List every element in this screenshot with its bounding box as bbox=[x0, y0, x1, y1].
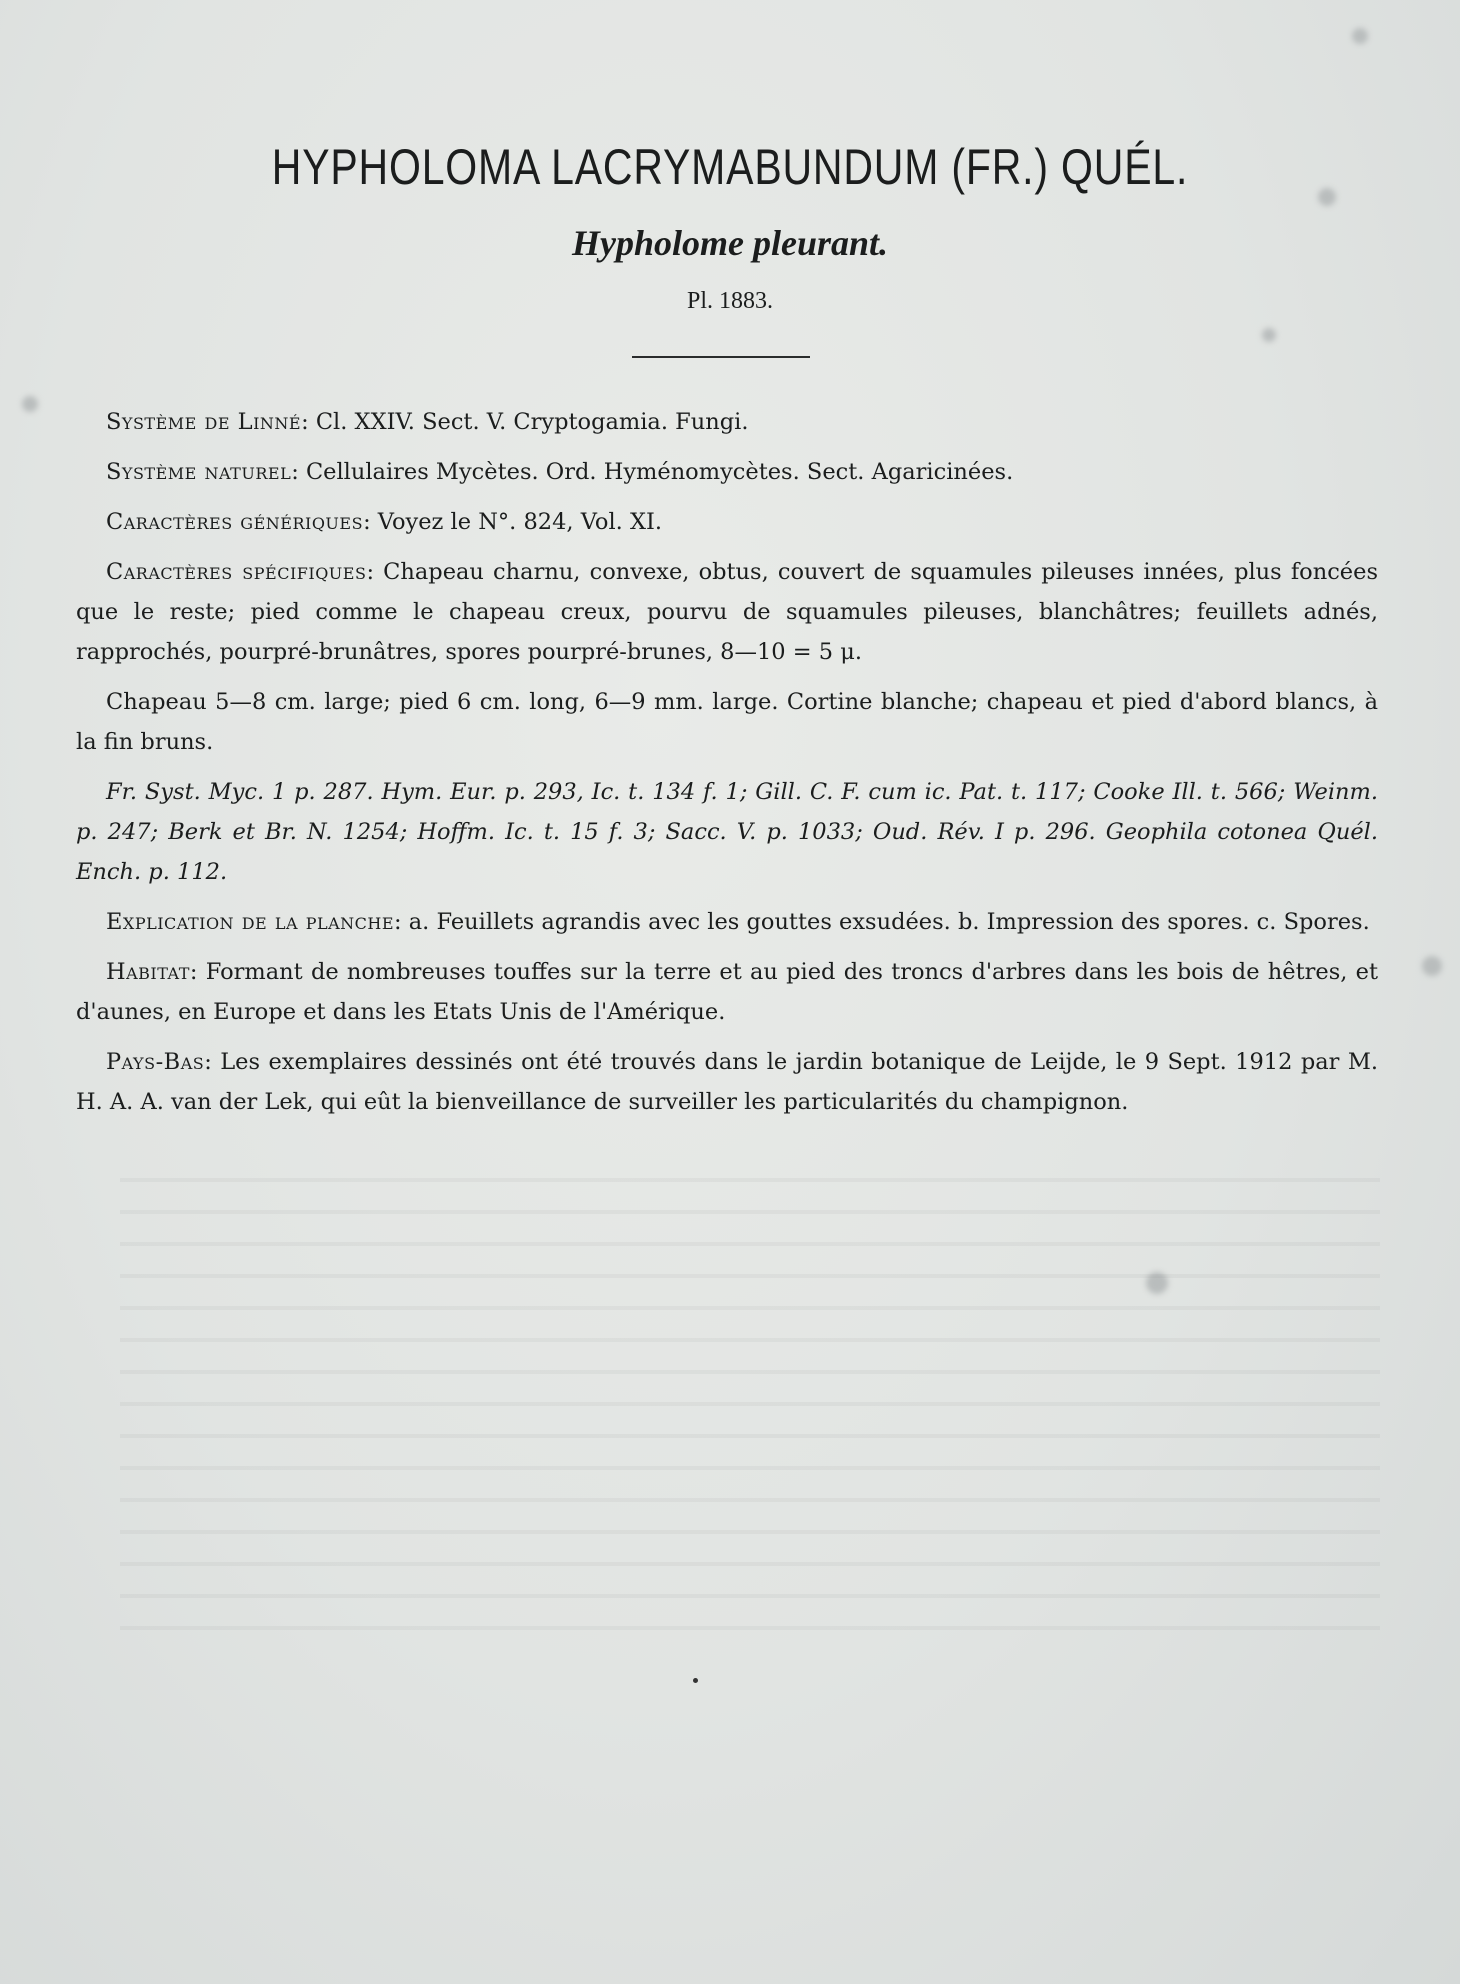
section-label: Caractères génériques bbox=[106, 509, 364, 535]
section-text: Formant de nombreuses touffes sur la terre et au pied des troncs d'arbres dans les bois de hêtres, et d'aunes, en Europe et dans les Etats Unis de l'Amérique. bbox=[76, 959, 1378, 1025]
paragraph-references bbox=[76, 772, 1378, 892]
paragraph-naturel bbox=[76, 452, 1378, 492]
description-body bbox=[76, 402, 1378, 1132]
section-label: Système naturel bbox=[106, 459, 292, 485]
section-label: Habitat bbox=[106, 959, 190, 985]
section-text: Chapeau charnu, convexe, obtus, couvert de squamules pileuses innées, plus foncées que le reste; pied comme le chapeau creux, pourvu de squamules pileuses, blanchâtres; feuillets adnés, rapprochés, pourpré-brunâtres, spores pourpré-brunes, 8—10 = 5 μ. bbox=[76, 559, 1378, 665]
section-label: Caractères spécifiques bbox=[106, 559, 367, 585]
paragraph-dimensions bbox=[76, 682, 1378, 762]
paragraph-linne bbox=[76, 402, 1378, 442]
label-separator: : bbox=[301, 409, 316, 435]
citation-text: Fr. Syst. Myc. 1 p. 287. Hym. Eur. p. 293, Ic. t. 134 f. 1; Gill. C. F. cum ic. Pat. t. 117; Cooke Ill. t. 566; Weinm. p. 247; Berk et Br. N. 1254; Hoffm. Ic. t. 15 f. 3; Sacc. V. p. 1033; Oud. Rév. I p. 296. Geophila cotonea Quél. Ench. p. 112. bbox=[76, 779, 1378, 885]
label-separator: : bbox=[366, 559, 384, 585]
section-text: Cellulaires Mycètes. Ord. Hyménomycètes. Sect. Agaricinées. bbox=[305, 459, 1014, 485]
paper-speck bbox=[1262, 328, 1276, 342]
paper-speck bbox=[22, 396, 38, 412]
section-label: Explication de la planche bbox=[106, 909, 395, 935]
section-text: a. Feuillets agrandis avec les gouttes exsudées. b. Impression des spores. c. Spores. bbox=[408, 909, 1370, 935]
label-separator: : bbox=[394, 909, 409, 935]
label-separator: : bbox=[189, 959, 206, 985]
label-separator: : bbox=[363, 509, 378, 535]
section-text: Chapeau 5—8 cm. large; pied 6 cm. long, 6—9 mm. large. Cortine blanche; chapeau et pied d'abord blancs, à la fin bruns. bbox=[76, 689, 1378, 755]
paper-speck bbox=[1352, 28, 1368, 44]
ink-dot bbox=[693, 1678, 698, 1683]
section-label: Pays-Bas bbox=[106, 1049, 205, 1075]
section-text: Les exemplaires dessinés ont été trouvés dans le jardin botanique de Leijde, le 9 Sept. 1912 par M. H. A. A. van der Lek, qui eût la bienveillance de surveiller les particularités du champignon. bbox=[76, 1049, 1379, 1115]
label-separator: : bbox=[291, 459, 306, 485]
paragraph-specifiques bbox=[76, 552, 1378, 672]
paragraph-generiques bbox=[76, 502, 1378, 542]
plate-number: Pl. 1883. bbox=[686, 288, 773, 314]
section-label: Système de Linné bbox=[106, 409, 302, 435]
section-text: Voyez le N°. 824, Vol. XI. bbox=[377, 509, 663, 535]
section-text: Cl. XXIV. Sect. V. Cryptogamia. Fungi. bbox=[315, 409, 749, 435]
show-through-text bbox=[120, 1150, 1380, 1650]
paragraph-explication bbox=[76, 902, 1378, 942]
page-subtitle: Hypholome pleurant. bbox=[571, 223, 889, 263]
paragraph-pays-bas bbox=[76, 1042, 1378, 1122]
paragraph-habitat bbox=[76, 952, 1378, 1032]
paper-speck bbox=[1422, 956, 1442, 976]
page-title: HYPHOLOMA LACRYMABUNDUM (FR.) QUÉL. bbox=[271, 139, 1189, 195]
label-separator: : bbox=[204, 1049, 221, 1075]
divider bbox=[632, 356, 810, 358]
